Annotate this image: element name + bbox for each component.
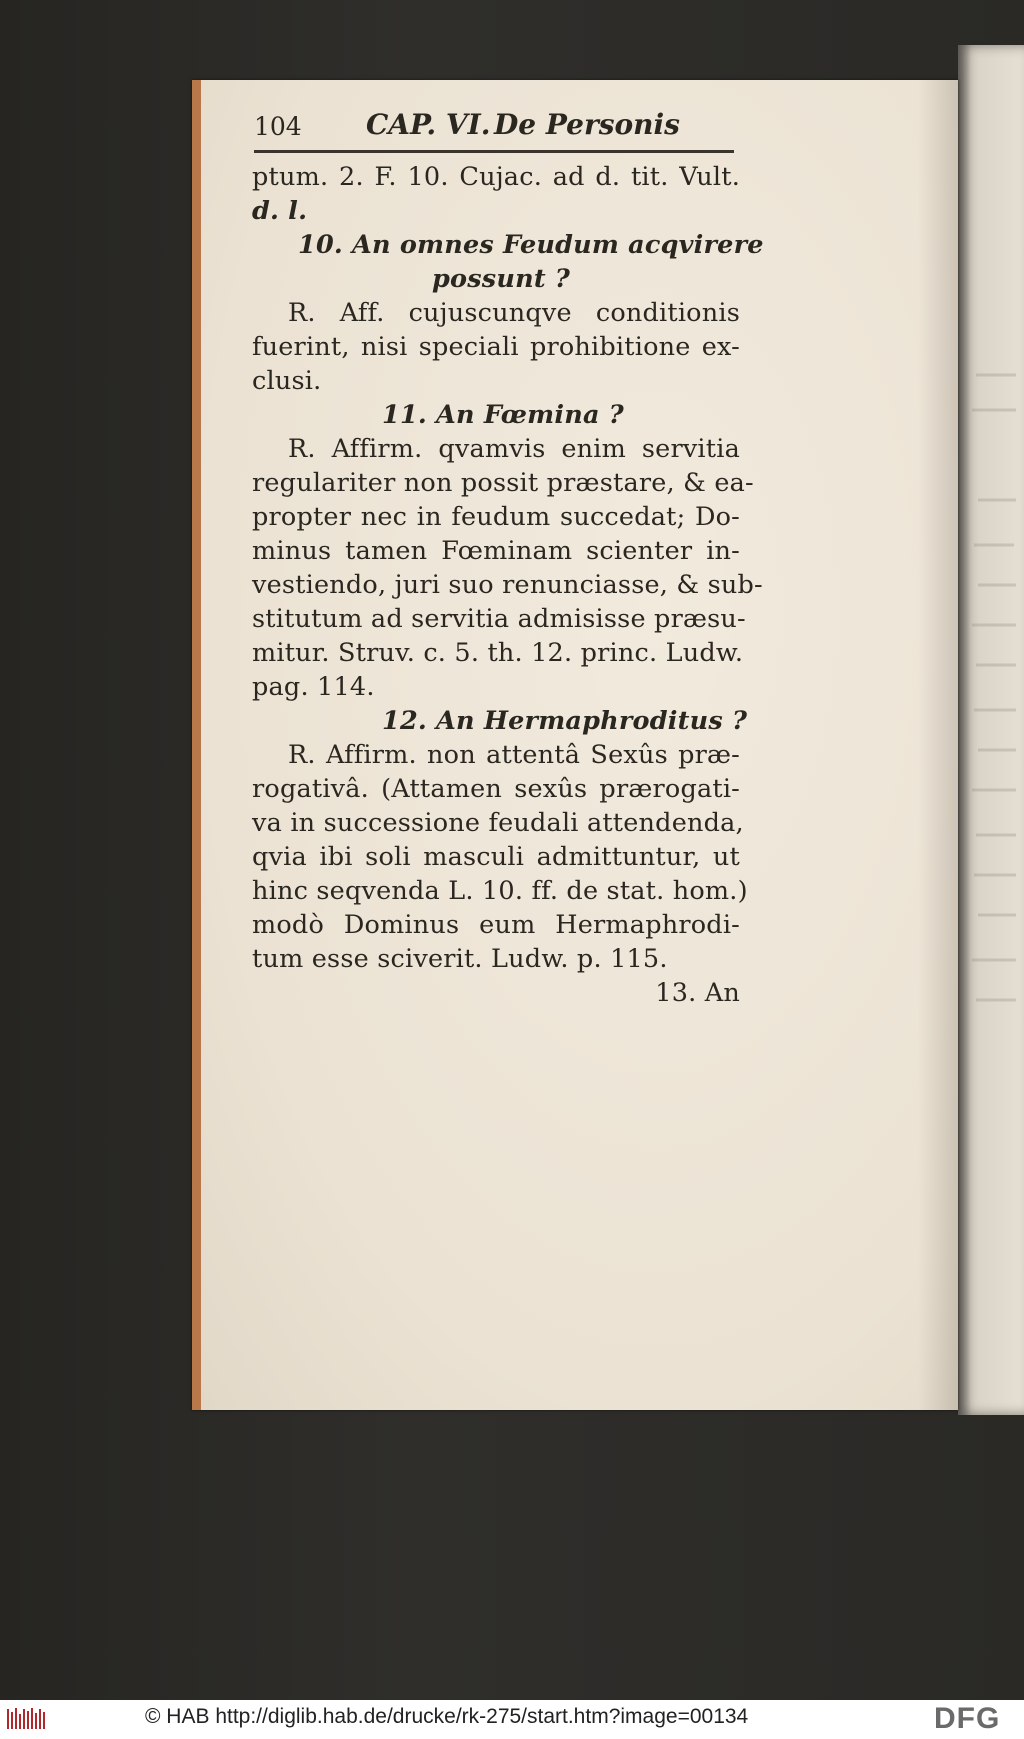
text-line: va in successione feudali attendenda, xyxy=(252,808,744,838)
text-line: propter nec in feudum succedat; Do- xyxy=(252,502,740,532)
footer-bar xyxy=(0,1700,1024,1739)
text-line: 10. An omnes Feudum acqvirere xyxy=(298,230,764,260)
text-line: R. Affirm. non attentâ Sexûs præ- xyxy=(288,740,740,770)
text-line: R. Aff. cujuscunqve conditionis xyxy=(288,298,740,328)
chapter-title: De Personis xyxy=(494,108,680,141)
text-line: possunt ? xyxy=(432,264,571,294)
text-line: 12. An Hermaphroditus ? xyxy=(382,706,748,736)
body-text xyxy=(252,160,764,1010)
text-line: qvia ibi soli masculi admittuntur, ut xyxy=(252,842,740,872)
text-line: 13. An xyxy=(655,978,740,1008)
text-line: tum esse sciverit. Ludw. p. 115. xyxy=(252,944,668,974)
text-line: rogativâ. (Attamen sexûs prærogati- xyxy=(252,774,740,804)
header-rule xyxy=(254,150,734,153)
facing-page-ghost-text xyxy=(958,45,1024,1415)
facing-page-edge xyxy=(958,45,1024,1415)
text-line: 11. An Fœmina ? xyxy=(382,400,624,430)
text-line: minus tamen Fœminam scienter in- xyxy=(252,536,740,566)
page-number: 104 xyxy=(254,112,302,141)
text-line: pag. 114. xyxy=(252,672,375,702)
text-line: modò Dominus eum Hermaphrodi- xyxy=(252,910,740,940)
text-line: stitutum ad servitia admisisse præsu- xyxy=(252,604,746,634)
running-head xyxy=(254,106,734,146)
text-line: mitur. Struv. c. 5. th. 12. princ. Ludw. xyxy=(252,638,744,668)
hab-logo-icon xyxy=(6,1706,46,1732)
chapter-label: CAP. VI. xyxy=(366,108,491,141)
text-line: ptum. 2. F. 10. Cujac. ad d. tit. Vult. xyxy=(252,162,740,192)
text-line: fuerint, nisi speciali prohibitione ex- xyxy=(252,332,740,362)
footer-copyright: © HAB http://diglib.hab.de/drucke/rk-275/start.htm?image=00134 xyxy=(145,1705,749,1728)
dfg-logo: DFG xyxy=(934,1702,1001,1735)
text-line: regulariter non possit præstare, & ea- xyxy=(252,468,754,498)
text-line: clusi. xyxy=(252,366,322,396)
text-line: d. l. xyxy=(252,196,308,226)
gutter-shadow xyxy=(918,80,958,1410)
text-line: hinc seqvenda L. 10. ff. de stat. hom.) xyxy=(252,876,748,906)
text-line: R. Affirm. qvamvis enim servitia xyxy=(288,434,740,464)
text-line: vestiendo, juri suo renunciasse, & sub- xyxy=(252,570,763,600)
